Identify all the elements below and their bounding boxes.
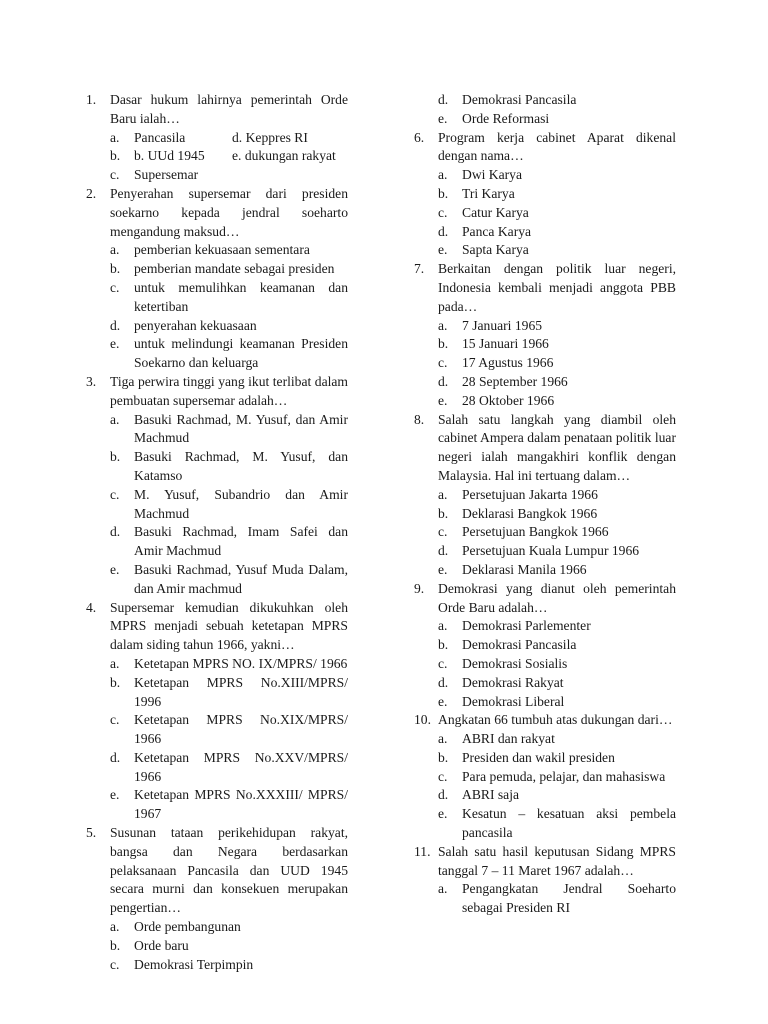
answer-option — [86, 166, 348, 185]
question-item — [86, 599, 348, 655]
question-text: Supersemar kemudian dikukuhkan oleh MPRS menjadi sebuah ketetapan MPRS dalam siding tahun 1966, yakni… — [110, 599, 348, 653]
option-text: Demokrasi Liberal — [462, 693, 565, 709]
option-letter: e. — [110, 561, 120, 577]
answer-option — [414, 617, 676, 636]
option-letter: e. — [438, 561, 448, 577]
answer-option — [414, 561, 676, 580]
answer-option — [414, 505, 676, 524]
option-letter: a. — [438, 731, 448, 747]
question-text: Salah satu langkah yang diambil oleh cabinet Ampera dalam penataan politik luar negeri ialah mangakhiri konflik dengan Malaysia. Hal ini tertuang dalam… — [438, 411, 676, 483]
question-item — [414, 260, 676, 316]
option-letter: a. — [110, 411, 120, 427]
answer-option — [86, 335, 348, 373]
option-text: Basuki Rachmad, M. Yusuf, dan Katamso — [134, 449, 348, 483]
question-text: Tiga perwira tinggi yang ikut terlibat dalam pembuatan supersemar adalah… — [110, 373, 348, 408]
option-text: Catur Karya — [462, 204, 529, 220]
question-item — [414, 843, 676, 881]
option-letter: b. — [438, 749, 449, 765]
option-letter: b. — [110, 937, 121, 953]
answer-option — [86, 147, 348, 166]
answer-option — [414, 317, 676, 336]
answer-option — [414, 486, 676, 505]
option-letter: e. — [110, 787, 120, 803]
answer-option — [414, 805, 676, 843]
answer-option — [414, 373, 676, 392]
question-item — [86, 185, 348, 241]
question-number: 8. — [414, 411, 425, 427]
option-text: b. UUd 1945 — [134, 148, 205, 164]
answer-option — [86, 317, 348, 336]
answer-option — [414, 523, 676, 542]
option-letter: d. — [438, 373, 449, 389]
answer-option — [414, 693, 676, 712]
answer-option — [414, 204, 676, 223]
question-text: Angkatan 66 tumbuh atas dukungan dari… — [438, 712, 673, 728]
question-item — [414, 129, 676, 167]
option-text: Supersemar — [134, 167, 199, 183]
question-number: 7. — [414, 261, 425, 277]
option-letter: d. — [438, 92, 449, 107]
option-text: Persetujuan Jakarta 1966 — [462, 486, 598, 502]
question-number: 4. — [86, 599, 97, 615]
option-letter: e. — [438, 392, 448, 408]
answer-option — [414, 335, 676, 354]
left-column — [86, 91, 348, 974]
question-item — [414, 411, 676, 486]
option-text: Deklarasi Bangkok 1966 — [462, 505, 598, 521]
option-text: Dwi Karya — [462, 167, 523, 183]
option-letter: e. — [438, 806, 448, 822]
option-text: 17 Agustus 1966 — [462, 355, 554, 371]
answer-option — [86, 448, 348, 486]
option-text: Presiden dan wakil presiden — [462, 749, 615, 765]
option-text: Sapta Karya — [462, 242, 529, 258]
answer-option — [414, 241, 676, 260]
option-text: d. Keppres RI — [232, 129, 308, 145]
option-letter: a. — [110, 242, 120, 258]
question-text: Susunan tataan perikehidupan rakyat, bangsa dan Negara berdasarkan pelaksanaan Pancasila dan UUD 1945 secara murni dan konsekuen merupakan pengertian… — [110, 825, 348, 916]
answer-option — [414, 542, 676, 561]
answer-option — [86, 260, 348, 279]
question-number: 9. — [414, 580, 425, 596]
answer-option — [86, 674, 348, 712]
option-letter: d. — [438, 674, 449, 690]
question-number: 1. — [86, 92, 97, 107]
option-letter: b. — [110, 674, 121, 690]
answer-option — [86, 279, 348, 317]
answer-option — [86, 241, 348, 260]
option-text: penyerahan kekuasaan — [134, 317, 257, 333]
option-letter: d. — [438, 787, 449, 803]
answer-option — [86, 711, 348, 749]
answer-option — [86, 956, 348, 975]
answer-option — [414, 185, 676, 204]
option-letter: c. — [438, 655, 448, 671]
answer-option — [86, 749, 348, 787]
answer-option — [414, 880, 676, 918]
option-text: Kesatun – kesatuan aksi pembela pancasila — [462, 806, 676, 841]
answer-option — [414, 354, 676, 373]
answer-option — [414, 786, 676, 805]
option-letter: c. — [438, 768, 448, 784]
option-text: 15 Januari 1966 — [462, 336, 549, 352]
option-letter: c. — [438, 355, 448, 371]
answer-option — [86, 486, 348, 524]
option-text: Pancasila — [134, 129, 186, 145]
question-number: 5. — [86, 825, 97, 841]
answer-option — [86, 411, 348, 449]
option-text: M. Yusuf, Subandrio dan Amir Machmud — [134, 486, 348, 521]
option-text: untuk memulihkan keamanan dan ketertiban — [134, 279, 348, 314]
answer-option — [86, 655, 348, 674]
option-text: Pengangkatan Jendral Soeharto sebagai Presiden RI — [462, 881, 676, 916]
option-text: Ketetapan MPRS No.XIX/MPRS/ 1966 — [134, 712, 348, 747]
option-text: Tri Karya — [462, 185, 515, 201]
option-letter: a. — [438, 486, 448, 502]
option-text: pemberian kekuasaan sementara — [134, 242, 310, 258]
option-letter: d. — [438, 543, 449, 559]
answer-option — [414, 730, 676, 749]
option-text: pemberian mandate sebagai presiden — [134, 261, 335, 277]
option-letter: b. — [110, 449, 121, 465]
option-letter: c. — [110, 279, 120, 295]
option-letter: e. — [438, 110, 448, 126]
option-text: Para pemuda, pelajar, dan mahasiswa — [462, 768, 666, 784]
option-text: Orde Reformasi — [462, 110, 550, 126]
question-number: 11. — [414, 843, 431, 859]
option-letter: a. — [438, 618, 448, 634]
option-letter: b. — [438, 637, 449, 653]
option-text: Basuki Rachmad, Yusuf Muda Dalam, dan Amir machmud — [134, 561, 348, 596]
option-text: Demokrasi Pancasila — [462, 637, 577, 653]
option-letter: e. — [110, 336, 120, 352]
question-number: 10. — [414, 712, 431, 728]
option-letter: d. — [438, 223, 449, 239]
answer-option — [86, 561, 348, 599]
answer-option — [86, 937, 348, 956]
question-text: Penyerahan supersemar dari presiden soekarno kepada jendral soeharto mengandung maksud… — [110, 185, 348, 239]
option-text: Persetujuan Bangkok 1966 — [462, 524, 609, 540]
option-letter: b. — [110, 148, 121, 164]
option-text: 28 September 1966 — [462, 373, 568, 389]
option-text: Basuki Rachmad, Imam Safei dan Amir Machmud — [134, 524, 348, 559]
answer-option — [414, 392, 676, 411]
option-text: ABRI dan rakyat — [462, 731, 555, 747]
option-letter: c. — [110, 712, 120, 728]
option-text: Orde pembangunan — [134, 919, 241, 935]
answer-option — [414, 91, 676, 110]
option-letter: b. — [110, 261, 121, 277]
option-text: Demokrasi Rakyat — [462, 674, 564, 690]
question-number: 6. — [414, 129, 425, 145]
option-letter: c. — [438, 524, 448, 540]
option-text: untuk melindungi keamanan Presiden Soekarno dan keluarga — [134, 336, 348, 371]
option-text: 28 Oktober 1966 — [462, 392, 555, 408]
question-number: 2. — [86, 185, 97, 201]
answer-option — [414, 110, 676, 129]
option-letter: c. — [110, 167, 120, 183]
option-letter: a. — [438, 167, 448, 183]
option-text: Basuki Rachmad, M. Yusuf, dan Amir Machmud — [134, 411, 348, 446]
option-text: Demokrasi Terpimpin — [134, 956, 254, 972]
answer-option — [414, 223, 676, 242]
option-text: Demokrasi Sosialis — [462, 655, 568, 671]
option-letter: b. — [438, 185, 449, 201]
option-letter: e. — [438, 242, 448, 258]
answer-option — [414, 749, 676, 768]
option-letter: b. — [438, 505, 449, 521]
option-letter: a. — [110, 655, 120, 671]
option-text: Ketetapan MPRS No.XXV/MPRS/ 1966 — [134, 749, 348, 784]
option-letter: c. — [110, 486, 120, 502]
answer-option — [414, 674, 676, 693]
option-text: Ketetapan MPRS NO. IX/MPRS/ 1966 — [134, 655, 348, 671]
question-item — [414, 580, 676, 618]
answer-option — [86, 918, 348, 937]
option-text: ABRI saja — [462, 787, 520, 803]
option-text: Deklarasi Manila 1966 — [462, 561, 587, 577]
option-text: Ketetapan MPRS No.XXXIII/ MPRS/ 1967 — [134, 787, 348, 822]
right-column — [414, 91, 676, 918]
answer-option — [414, 166, 676, 185]
option-letter: c. — [110, 956, 120, 972]
question-text: Berkaitan dengan politik luar negeri, Indonesia kembali menjadi anggota PBB pada… — [438, 261, 676, 314]
option-text: Ketetapan MPRS No.XIII/MPRS/ 1996 — [134, 674, 348, 709]
option-letter: d. — [110, 317, 121, 333]
option-text: Panca Karya — [462, 223, 532, 239]
question-text: Dasar hukum lahirnya pemerintah Orde Baru ialah… — [110, 92, 348, 126]
answer-option — [86, 523, 348, 561]
question-number: 3. — [86, 373, 97, 389]
option-letter: d. — [110, 749, 121, 765]
option-text: Demokrasi Parlementer — [462, 618, 591, 634]
answer-option — [86, 786, 348, 824]
option-text: e. dukungan rakyat — [232, 148, 336, 164]
option-text: 7 Januari 1965 — [462, 317, 543, 333]
option-letter: d. — [110, 524, 121, 540]
option-letter: c. — [438, 204, 448, 220]
option-letter: a. — [438, 881, 448, 897]
option-text: Demokrasi Pancasila — [462, 92, 577, 107]
option-letter: e. — [438, 693, 448, 709]
question-text: Demokrasi yang dianut oleh pemerintah Orde Baru adalah… — [438, 580, 676, 615]
answer-option — [86, 129, 348, 148]
option-text: Persetujuan Kuala Lumpur 1966 — [462, 543, 640, 559]
question-item — [414, 711, 676, 730]
question-item — [86, 824, 348, 918]
question-text: Program kerja cabinet Aparat dikenal dengan nama… — [438, 129, 676, 164]
option-text: Orde baru — [134, 937, 189, 953]
question-text: Salah satu hasil keputusan Sidang MPRS tanggal 7 – 11 Maret 1967 adalah… — [438, 843, 676, 878]
option-letter: a. — [438, 317, 448, 333]
option-letter: a. — [110, 919, 120, 935]
question-item — [86, 373, 348, 411]
option-letter: b. — [438, 336, 449, 352]
answer-option — [414, 655, 676, 674]
answer-option — [414, 636, 676, 655]
option-letter: a. — [110, 129, 120, 145]
question-item — [86, 91, 348, 129]
answer-option — [414, 768, 676, 787]
